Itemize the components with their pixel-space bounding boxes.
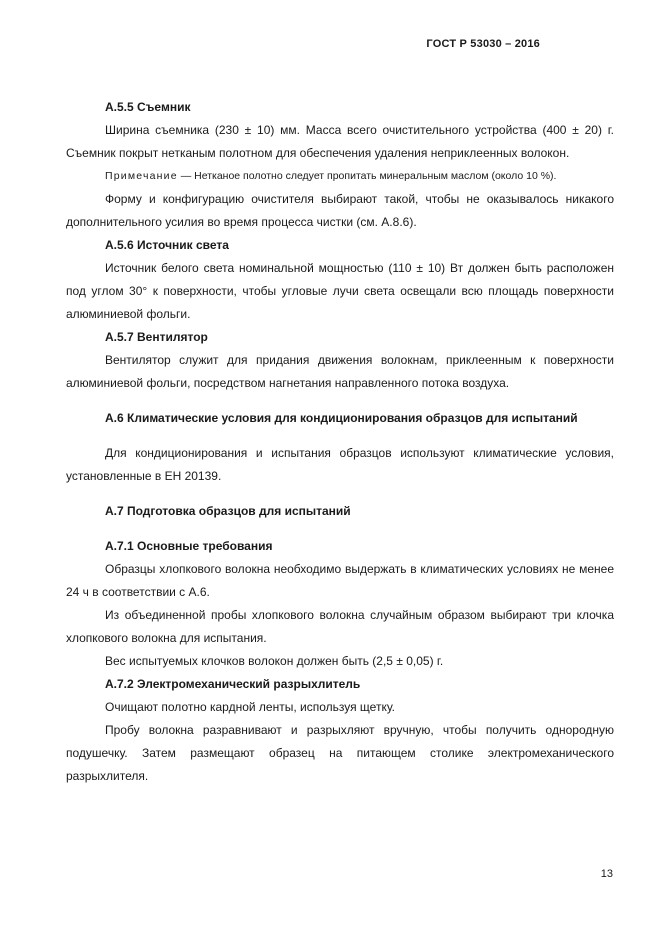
section-a55-paragraph-2: Форму и конфигурацию очистителя выбирают такой, чтобы не оказывалось никакого дополнительного усилия во время процесса чистки (см. А.8.6). (66, 192, 614, 229)
note-text: — Нетканое полотно следует пропитать минеральным маслом (около 10 %). (177, 170, 557, 182)
spacer (66, 523, 614, 535)
section-a72-heading: А.7.2 Электромеханический разрыхлитель (105, 677, 361, 691)
section-a71-heading: А.7.1 Основные требования (105, 539, 273, 553)
section-a55-paragraph-1: Ширина съемника (230 ± 10) мм. Масса всего очистительного устройства (400 ± 20) г. Съемник покрыт нетканым полотном для обеспечения удаления неприклеенных волокон. (66, 123, 614, 160)
section-a57-paragraph-1: Вентилятор служит для придания движения волокнам, приклеенным к поверхности алюминиевой фольги, посредством нагнетания направленного потока воздуха. (66, 353, 614, 390)
section-a55-note (66, 165, 614, 188)
section-a56-paragraph-1: Источник белого света номинальной мощностью (110 ± 10) Вт должен быть расположен под углом 30° к поверхности, чтобы угловые лучи света освещали всю площадь поверхности алюминиевой фольги. (66, 261, 614, 321)
section-a6-paragraph-1: Для кондиционирования и испытания образцов используют климатические условия, установленные в ЕН 20139. (66, 446, 614, 483)
section-a6-heading: А.6 Климатические условия для кондиционирования образцов для испытаний (105, 411, 578, 425)
spacer (66, 430, 614, 442)
section-a72-paragraph-1: Очищают полотно кардной ленты, используя щетку. (105, 700, 395, 714)
section-a71-paragraph-3: Вес испытуемых клочков волокон должен быть (2,5 ± 0,05) г. (105, 654, 444, 668)
document-code-header: ГОСТ Р 53030 – 2016 (426, 38, 540, 50)
page-number: 13 (600, 868, 613, 880)
section-a71-paragraph-2: Из объединенной пробы хлопкового волокна случайным образом выбирают три клочка хлопкового волокна для испытания. (66, 608, 614, 645)
section-a55-heading: А.5.5 Съемник (105, 100, 191, 114)
section-a72-paragraph-2: Пробу волокна разравнивают и разрыхляют вручную, чтобы получить однородную подушечку. Затем размещают образец на питающем столике электромеханического разрыхлителя. (66, 723, 614, 783)
section-a57-heading: А.5.7 Вентилятор (105, 330, 208, 344)
spacer (66, 395, 614, 407)
section-a71-paragraph-1: Образцы хлопкового волокна необходимо выдержать в климатических условиях не менее 24 ч в соответствии с А.6. (66, 562, 614, 599)
note-label: Примечание (105, 170, 178, 182)
section-a7-heading: А.7 Подготовка образцов для испытаний (105, 504, 351, 518)
spacer (66, 488, 614, 500)
document-body (66, 96, 614, 788)
section-a56-heading: А.5.6 Источник света (105, 238, 229, 252)
